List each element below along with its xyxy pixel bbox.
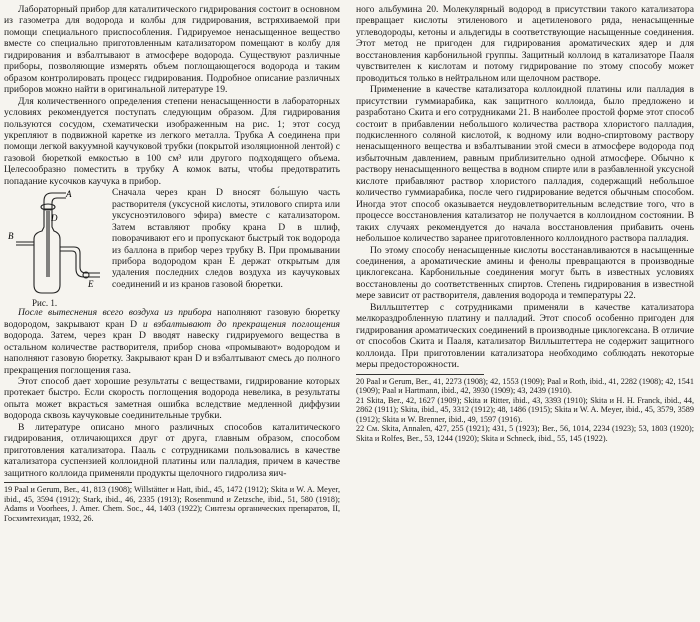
- text-run: наполняют газовую бюретку водородом, закрывают кран D: [4, 307, 340, 330]
- paragraph: Лабораторный прибор для каталитического гидрирования состоит в основном из газометра для водорода и колбы для гидрирования, встряхиваемой при помощи специального приспособления. Гидрируемое ненасыщенное вещество вместе со специально приготовленным катализатором помещают в колбу для гидрирования и взбалтывают в атмосфере водорода. Существуют различные приборы, позволяющие измерять объем поглощающегося водорода и таким образом контролировать процесс гидрирования. Подробное описание различных приборов можно найти в оригинальной литературе 19.: [4, 4, 340, 96]
- footnote: 19 Paal и Gerum, Ber., 41, 813 (1908); Willstätter и Hatt, ibid., 45, 1472 (1912); Skita и W. A. Meyer, ibid., 45, 3594 (1912); Stark, ibid., 46, 2335 (1913); Rosenmund и Zetzsche, ibid., 51, 580 (1918); Adams и Voorhees, J. Amer. Chem. Soc., 44, 1403 (1922); Синтезы органических препаратов, II, Госхимтехиздат, 1932, 26.: [4, 485, 340, 523]
- paragraph: Для количественного определения степени ненасыщенности в лабораторных условиях рекомендуется поступать следующим образом. Для гидрирования пользуются сосудом, схематически изображенным на рис. 1; этот сосуд укрепляют в подвижной каретке из легкого металла. Трубка A соединена при помощи легкой вакуумной каучуковой трубки (покрытой изоляционной лентой) с газовой бюреткой емкостью в 100 см³ или другого подходящего объема. Целесообразно поместить в трубку A комок ваты, чтобы предотвратить попадание кусочков каучука в прибор.: [4, 95, 340, 187]
- footnote: 20 Paal и Gerum, Ber., 41, 2273 (1908); 42, 1553 (1909); Paal и Roth, ibid., 41, 2282 (1908); 42, 1541 (1909); Paal и Hartmann, ibid., 42, 3930 (1909); 43, 2439 (1910).: [356, 376, 694, 396]
- label-d: D: [51, 213, 58, 224]
- label-a: A: [66, 189, 72, 200]
- paragraph: Этот способ дает хорошие результаты с веществами, гидрирование которых протекает быстро. Если скорость поглощения водорода невелика, в результаты опыта может вкрасться заметная ошибка вследствие медленной диффузии водорода сквозь каучуковые соединительные трубки.: [4, 375, 340, 422]
- paragraph: Применение в качестве катализатора коллоидной платины или палладия в присутствии гуммиарабика, как защитного коллоида, было предложено и разработано Скита и его сотрудниками 21. В наиболее простой форме этот способ состоит в прибавлении небольшого количества раствора хлористого палладия, подкисленного соляной кислотой, к водному или водно-спиртовому раствору ненасыщенного вещества и взбалтывании этой смеси в атмосфере водорода под избыточным давлением, равным приблизительно одной атмосфере. Обычно к раствору ненасыщенного вещества в водном спирте или в разбавленной уксусной кислоте прибавляют раствор хлористого палладия, содержащий небольшое количество гуммиарабика, после чего гидрирование ведется обычным способом. Иногда этот способ оказывается неудовлетворительным вследствие того, что в процессе восстановления катализатор не получается в коллоидном состоянии. В таких случаях рекомендуется до начала восстановления прибавить очень небольшое количество заранее приготовленного коллоидного раствора палладия.: [356, 84, 694, 245]
- paragraph: ного альбумина 20. Молекулярный водород в присутствии такого катализатора превращает кислоты этиленового и ацетиленового ряда, ненасыщенные углеводороды, кетоны и альдегиды в соответствующие насыщенные соединения. Этот метод не пригоден для гидрирования ароматических ядер и для восстановления карбонильной группы. Защитный коллоид в катализаторе Пааля чувствителен к кислотам и потому гидрирование по этому способу может проводиться только в нейтральном или щелочном растворе.: [356, 4, 694, 84]
- paragraph: В литературе описано много различных способов каталитического гидрирования, отличающихся друг от друга, главным образом, способом приготовления катализатора. Пааль с сотрудниками пользовались в качестве катализатора суспензией коллоидной платины или палладия, причем в качестве защитного коллоида применяли продукты щелочного гидролиза яич-: [4, 421, 340, 479]
- footnote-rule: [4, 482, 132, 483]
- figure-1: [4, 187, 112, 307]
- left-column: [4, 4, 340, 616]
- emphasis: и взбалтывают до прекращения поглощения: [142, 318, 340, 330]
- figure-block: [4, 187, 340, 307]
- apparatus-diagram: [4, 187, 112, 307]
- footnote: 21 Skita, Ber., 42, 1627 (1909); Skita и Ritter, ibid., 43, 3393 (1910); Skita и H. H. Franck, ibid., 44, 2862 (1911); Skita, ibid., 45, 3312 (1912); 48, 1486 (1915); Skita и W. A. Meyer, ibid., 45, 3579, 3589 (1912); Skita и W. Brenner, ibid., 49, 1597 (1916).: [356, 395, 694, 424]
- label-e: E: [88, 279, 94, 290]
- footnote: 22 Cм. Skita, Annalen, 427, 255 (1921); 431, 5 (1923); Ber., 56, 1014, 2234 (1923); 53, 1803 (1920); Skita и Rolfes, Ber., 53, 1244 (1920); Skita и Schneck, ibid., 55, 145 (1922).: [356, 424, 694, 443]
- emphasis: После вытеснения всего воздуха из прибора: [18, 307, 212, 319]
- footnote-rule: [356, 374, 484, 375]
- paragraph: [4, 307, 340, 376]
- paragraph: По этому способу ненасыщенные кислоты восстанавливаются в насыщенные соединения, а ароматические амины и фенолы превращаются в производные циклогексана. Карбонильные соединения могут быть в известных условиях восстановлены до соответственных спиртов. Степень гидрирования в известной мере зависит от растворителя, давления водорода и температуры 22.: [356, 244, 694, 302]
- text-run: водорода. Затем, через кран D вводят навеску гидрируемого вещества в остальном количестве растворителя, прибор снова «промывают» водородом и наполняют газовую бюретку. Закрывают кран D и взбалтывают смесь до полного прекращения поглощения газа.: [4, 330, 340, 376]
- figure-caption: Рис. 1.: [32, 298, 58, 309]
- right-column: [356, 4, 694, 616]
- paragraph: Сначала через кран D вносят бо́льшую часть растворителя (уксусной кислоты, этилового спирта или уксусноэтилового эфира) вместе с катализатором. Затем вставляют пробку крана D в шлиф, поворачивают его и пропускают быстрый ток водорода из баллона в прибор через трубку B. При промывании прибора водородом кран E держат открытым для удаления последних следов воздуха из каучуковых соединений и из кранов газовой бюретки.: [112, 187, 340, 290]
- paragraph: Вилльштеттер с сотрудниками применяли в качестве катализатора мелкораздробленную платину и палладий. Этот способ особенно пригоден для гидрирования ароматических соединений в производные циклогексана. В отличие от способов Скита и Пааля, катализатор Вилльштеттера не содержит защитного коллоида. При приготовлении катализатора необходимо соблюдать некоторые меры предосторожности.: [356, 301, 694, 371]
- label-b: B: [8, 231, 14, 242]
